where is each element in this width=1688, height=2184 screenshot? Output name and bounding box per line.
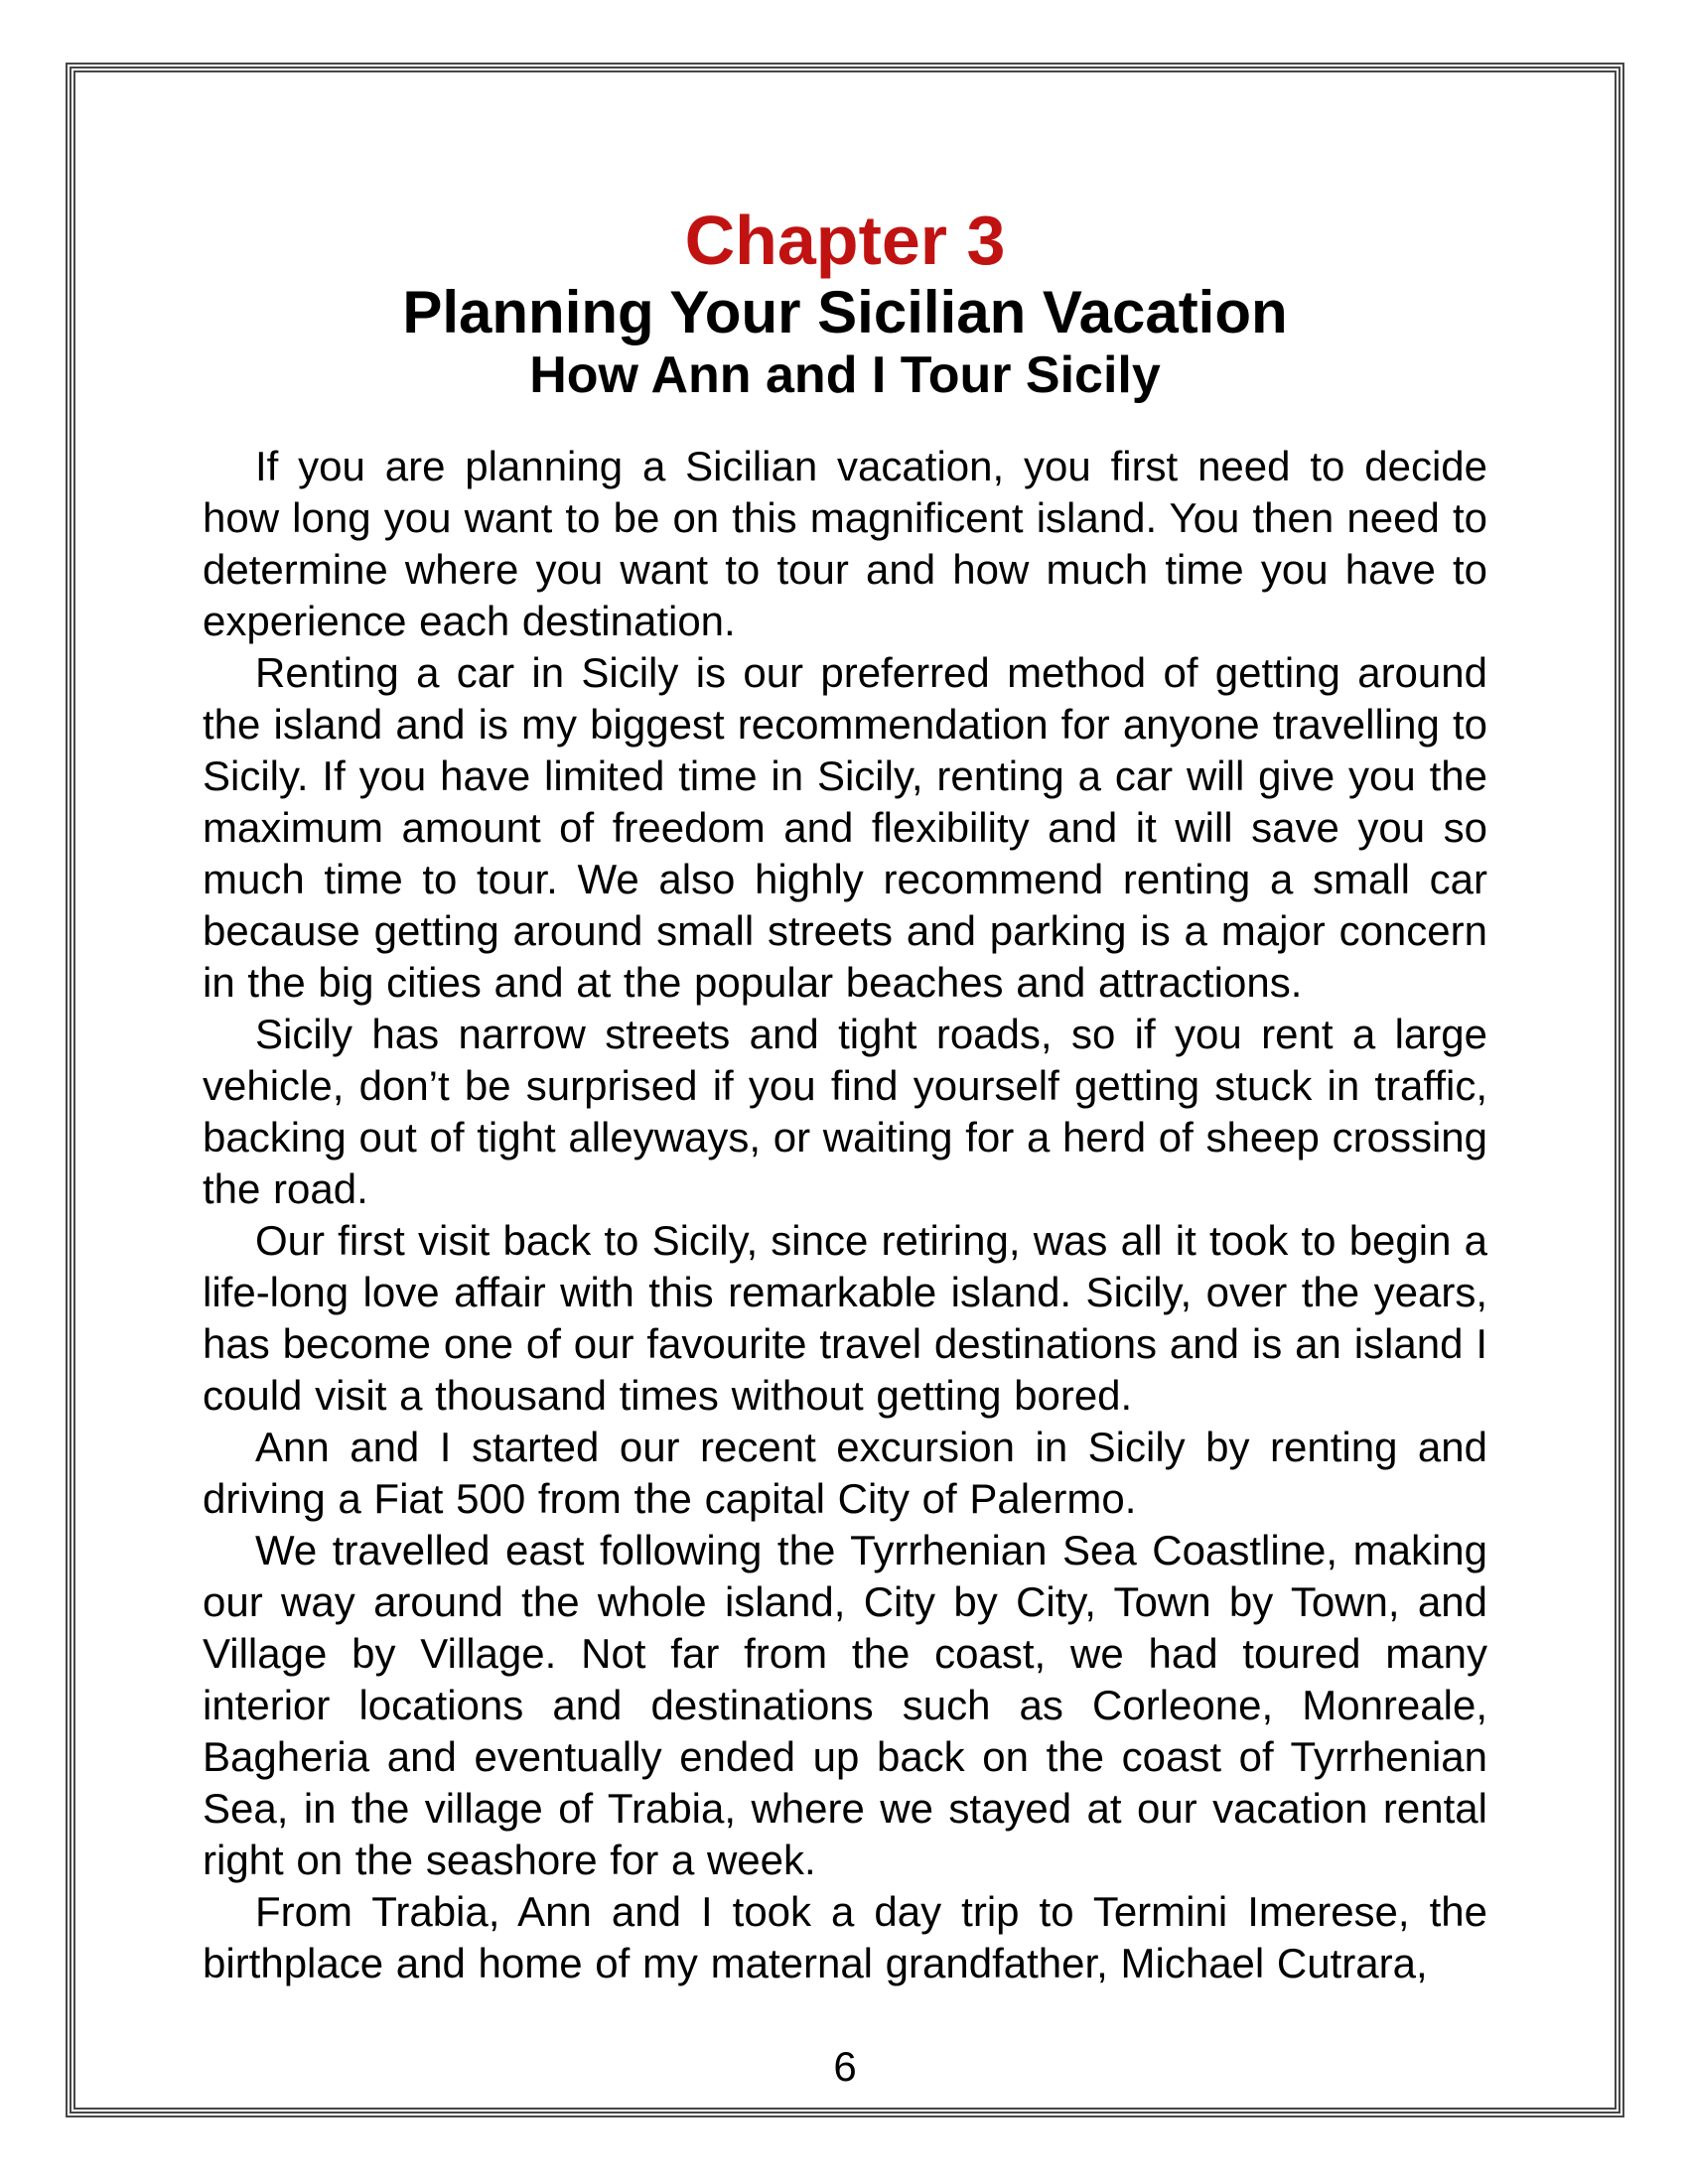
page-number: 6 xyxy=(833,2043,857,2090)
paragraph: If you are planning a Sicilian vacation, you first need to decide how long you want to be on this magnificent island. You then need to determine where you want to tour and how much time you have to experience each destination. xyxy=(203,443,1487,644)
paragraph: Ann and I started our recent excursion in Sicily by renting and driving a Fiat 500 from the capital City of Palermo. xyxy=(203,1424,1487,1522)
paragraph: From Trabia, Ann and I took a day trip to Termini Imerese, the birthplace and home of my maternal grandfather, Michael Cutrara, xyxy=(203,1888,1487,1986)
paragraph: We travelled east following the Tyrrhenian Sea Coastline, making our way around the whole island, City by City, Town by Town, and Village by Village. Not far from the coast, we had toured many interior locations and destinations such as Corleone, Monreale, Bagheria and eventually ended up back on the coast of Tyrrhenian Sea, in the village of Trabia, where we stayed at our vacation rental right on the seashore for a week. xyxy=(203,1527,1487,1883)
paragraph: Our first visit back to Sicily, since retiring, was all it took to begin a life-long love affair with this remarkable island. Sicily, over the years, has become one of our favourite travel destinations and is an island I could visit a thousand times without getting bored. xyxy=(203,1217,1487,1419)
section-title: Planning Your Sicilian Vacation xyxy=(402,279,1288,345)
chapter-title: Chapter 3 xyxy=(684,202,1006,279)
page-border-frame xyxy=(66,63,1624,2117)
body-text xyxy=(203,441,1487,1989)
section-subtitle: How Ann and I Tour Sicily xyxy=(529,346,1161,404)
paragraph: Sicily has narrow streets and tight roads, so if you rent a large vehicle, don’t be surprised if you find yourself getting stuck in traffic, backing out of tight alleyways, or waiting for a herd of sheep crossing the road. xyxy=(203,1011,1487,1212)
page-content xyxy=(77,74,1613,2106)
page-footer xyxy=(68,2041,1622,2093)
paragraph: Renting a car in Sicily is our preferred method of getting around the island and is my biggest recommendation for anyone travelling to Sicily. If you have limited time in Sicily, renting a car will give you the maximum amount of freedom and flexibility and it will save you so much time to tour. We also highly recommend renting a small car because getting around small streets and parking is a major concern in the big cities and at the popular beaches and attractions. xyxy=(203,649,1487,1006)
